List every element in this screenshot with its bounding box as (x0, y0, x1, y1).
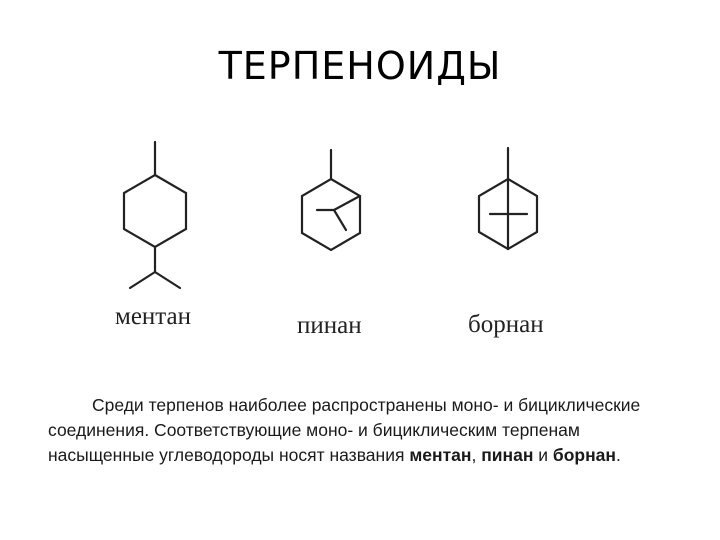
separator-comma: , (471, 445, 482, 465)
pinane-label: пинан (297, 312, 362, 339)
pinane-structure-icon (290, 140, 380, 260)
slide-title: ТЕРПЕНОИДЫ (218, 44, 502, 88)
paragraph-line-2: соединения. Соответствующие моно- и бициклическим терпенам (48, 420, 580, 440)
bornane-label: борнан (468, 311, 544, 338)
term-pinane: пинан (481, 445, 534, 465)
description-paragraph (48, 393, 670, 468)
paragraph-period: . (615, 445, 621, 465)
separator-and: и (533, 445, 553, 465)
paragraph-line-1: Среди терпенов наиболее распространены моно- и бициклические (92, 395, 641, 415)
term-menthane: ментан (409, 445, 472, 465)
term-bornane: борнан (552, 445, 616, 465)
menthane-structure-icon (100, 130, 210, 300)
menthane-label: ментан (115, 303, 192, 330)
paragraph-line-3 (48, 443, 670, 468)
paragraph-line-3-text: насыщенные углеводороды носят названия (48, 445, 410, 465)
bornane-structure-icon (465, 140, 555, 260)
